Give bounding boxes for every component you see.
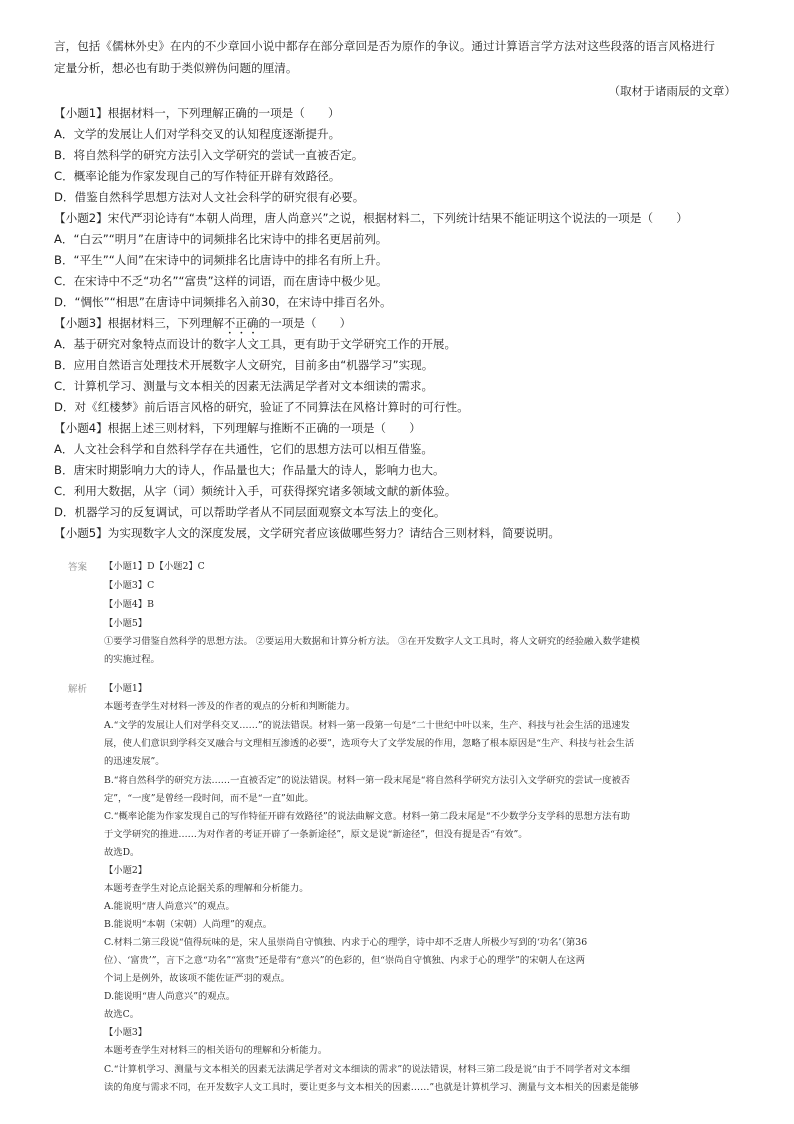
analysis-line: 定”，“一度”是曾经一段时间，而不是“一直”如此。 bbox=[104, 793, 314, 804]
question-3-stem-emphasis: 不正确 bbox=[223, 316, 259, 330]
question-1-option-b: B．将自然科学的研究方法引入文学研究的尝试一直被否定。 bbox=[54, 148, 364, 162]
analysis-label: 解析 bbox=[68, 684, 88, 695]
material-intro-line-2: 定量分析，想必也有助于类似辨伪问题的厘清。 bbox=[54, 61, 298, 75]
analysis-line: 故选C。 bbox=[104, 1009, 140, 1020]
analysis-line: A.“文学的发展让人们对学科交叉……”的说法错误。材料一第一段第一句是“二十世纪中叶以来，生产、科技与社会生活的迅速发 bbox=[104, 720, 630, 731]
material-intro-line-1: 言，包括《儒林外史》在内的不少章回小说中都存在部分章回是否为原作的争议。通过计算语言学方法对这些段落的语言风格进行 bbox=[54, 39, 715, 53]
analysis-line: B.能说明“本朝（宋朝）人尚理”的观点。 bbox=[104, 919, 273, 930]
analysis-line: 于文学研究的推进……为对作者的考证开辟了一条新途径”，原文是说“新途径”，但没有提是否“有效”。 bbox=[104, 829, 528, 840]
answer-line: 【小题3】C bbox=[104, 580, 155, 591]
question-3-stem-pre: 【小题3】根据材料三，下列理解 bbox=[54, 316, 224, 330]
analysis-line: A.能说明“唐人尚意兴”的观点。 bbox=[104, 901, 235, 912]
question-1-option-c: C．概率论能为作家发现自己的写作特征开辟有效路径。 bbox=[54, 169, 341, 183]
answer-line: 的实施过程。 bbox=[104, 654, 160, 665]
question-2-option-a: A．“白云”“明月”在唐诗中的词频排名比宋诗中的排名更居前列。 bbox=[54, 232, 388, 246]
analysis-line: D.能说明“唐人尚意兴”的观点。 bbox=[104, 991, 236, 1002]
answer-line: 【小题5】 bbox=[104, 618, 148, 629]
analysis-line: 【小题2】 bbox=[104, 865, 148, 876]
analysis-line: 【小题1】 bbox=[104, 683, 148, 694]
analysis-line: 的迅速发展”。 bbox=[104, 756, 165, 767]
question-3-option-a: A．基于研究对象特点而设计的数字人文工具，更有助于文学研究工作的开展。 bbox=[54, 337, 457, 351]
answer-line: 【小题4】B bbox=[104, 599, 154, 610]
question-2-option-c: C．在宋诗中不乏“功名”“富贵”这样的词语，而在唐诗中极少见。 bbox=[54, 274, 388, 288]
question-4-option-d: D．机器学习的反复调试，可以帮助学者从不同层面观察文本写法上的变化。 bbox=[54, 505, 446, 519]
analysis-line: 个词上是例外，故该项不能佐证严羽的观点。 bbox=[104, 973, 290, 984]
analysis-line: 故选D。 bbox=[104, 847, 140, 858]
analysis-line: C.材料二第三段说“值得玩味的是，宋人虽崇尚自守慎独、内求于心的理学，诗中却不乏唐人所极少写到的‘功名’（第36 bbox=[104, 937, 588, 948]
question-3-stem-post: 的一项是（ ） bbox=[258, 316, 352, 330]
question-3-option-d: D．对《红楼梦》前后语言风格的研究，验证了不同算法在风格计算时的可行性。 bbox=[54, 400, 469, 414]
answer-line: ①要学习借鉴自然科学的思想方法。 ②要运用大数据和计算分析方法。 ③在开发数字人文工具时，将人文研究的经验融入数学建模 bbox=[104, 636, 640, 647]
question-4-option-a: A．人文社会科学和自然科学存在共通性，它们的思想方法可以相互借鉴。 bbox=[54, 442, 433, 456]
question-4-option-c: C．利用大数据，从字（词）频统计入手，可获得探究诸多领域文献的新体验。 bbox=[54, 484, 457, 498]
answer-label: 答案 bbox=[68, 562, 88, 573]
question-1-option-a: A．文学的发展让人们对学科交叉的认知程度逐渐提升。 bbox=[54, 127, 341, 141]
analysis-line: C.“计算机学习、测量与文本相关的因素无法满足学者对文本细读的需求”的说法错误，材料三第二段是说“由于不同学者对文本细 bbox=[104, 1064, 631, 1075]
question-5-stem: 【小题5】为实现数字人文的深度发展，文学研究者应该做哪些努力？请结合三则材料，简要说明。 bbox=[54, 526, 560, 540]
analysis-line: 【小题3】 bbox=[104, 1027, 148, 1038]
analysis-line: 位）、‘富贵’”，言下之意“功名”“富贵”还是带有“意兴”的色彩的，但“崇尚自守慎独、内求于心的理学”的宋朝人在这两 bbox=[104, 955, 585, 966]
analysis-line: 本题考查学生对论点论据关系的理解和分析能力。 bbox=[104, 883, 309, 894]
analysis-line: B.“将自然科学的研究方法……一直被否定”的说法错误。材料一第一段末尾是“将自然科学研究方法引入文学研究的尝试一度被否 bbox=[104, 775, 631, 786]
analysis-line: C.“概率论能为作家发现自己的写作特征开辟有效路径”的说法曲解文意。材料一第二段末尾是“不少数学分支学科的思想方法有助 bbox=[104, 811, 631, 822]
analysis-line: 本题考查学生对材料一涉及的作者的观点的分析和判断能力。 bbox=[104, 701, 356, 712]
question-1-option-d: D．借鉴自然科学思想方法对人文社会科学的研究很有必要。 bbox=[54, 190, 365, 204]
material-source: （取材于诸雨辰的文章） bbox=[608, 84, 736, 98]
question-4-option-b: B．唐宋时期影响力大的诗人，作品量也大；作品量大的诗人，影响力也大。 bbox=[54, 463, 445, 477]
analysis-line: 读的角度与需求不同，在开发数字人文工具时，要让更多与文本相关的因素……”也就是计算机学习、测量与文本相关的因素是能够 bbox=[104, 1082, 639, 1093]
analysis-line: 本题考查学生对材料三的相关语句的理解和分析能力。 bbox=[104, 1045, 328, 1056]
question-2-stem: 【小题2】宋代严羽论诗有“本朝人尚理，唐人尚意兴”之说，根据材料二，下列统计结果不能证明这个说法的一项是（ ） bbox=[54, 211, 688, 225]
question-4-stem: 【小题4】根据上述三则材料，下列理解与推断不正确的一项是（ ） bbox=[54, 421, 421, 435]
question-3-option-c: C．计算机学习、测量与文本相关的因素无法满足学者对文本细读的需求。 bbox=[54, 379, 434, 393]
question-2-option-d: D．“惆怅”“相思”在唐诗中词频排名入前30，在宋诗中排百名外。 bbox=[54, 295, 392, 309]
answer-line: 【小题1】D【小题2】C bbox=[104, 561, 205, 572]
question-2-option-b: B．“平生”“人间”在宋诗中的词频排名比唐诗中的排名有所上升。 bbox=[54, 253, 388, 267]
question-3-option-b: B．应用自然语言处理技术开展数字人文研究，目前多由“机器学习”实现。 bbox=[54, 358, 434, 372]
analysis-line: 展，使人们意识到学科交叉融合与文理相互渗透的必要”，选项夸大了文学发展的作用，忽略了根本原因是“生产、科技与社会生活 bbox=[104, 738, 635, 749]
question-1-stem: 【小题1】根据材料一，下列理解正确的一项是（ ） bbox=[54, 106, 340, 120]
